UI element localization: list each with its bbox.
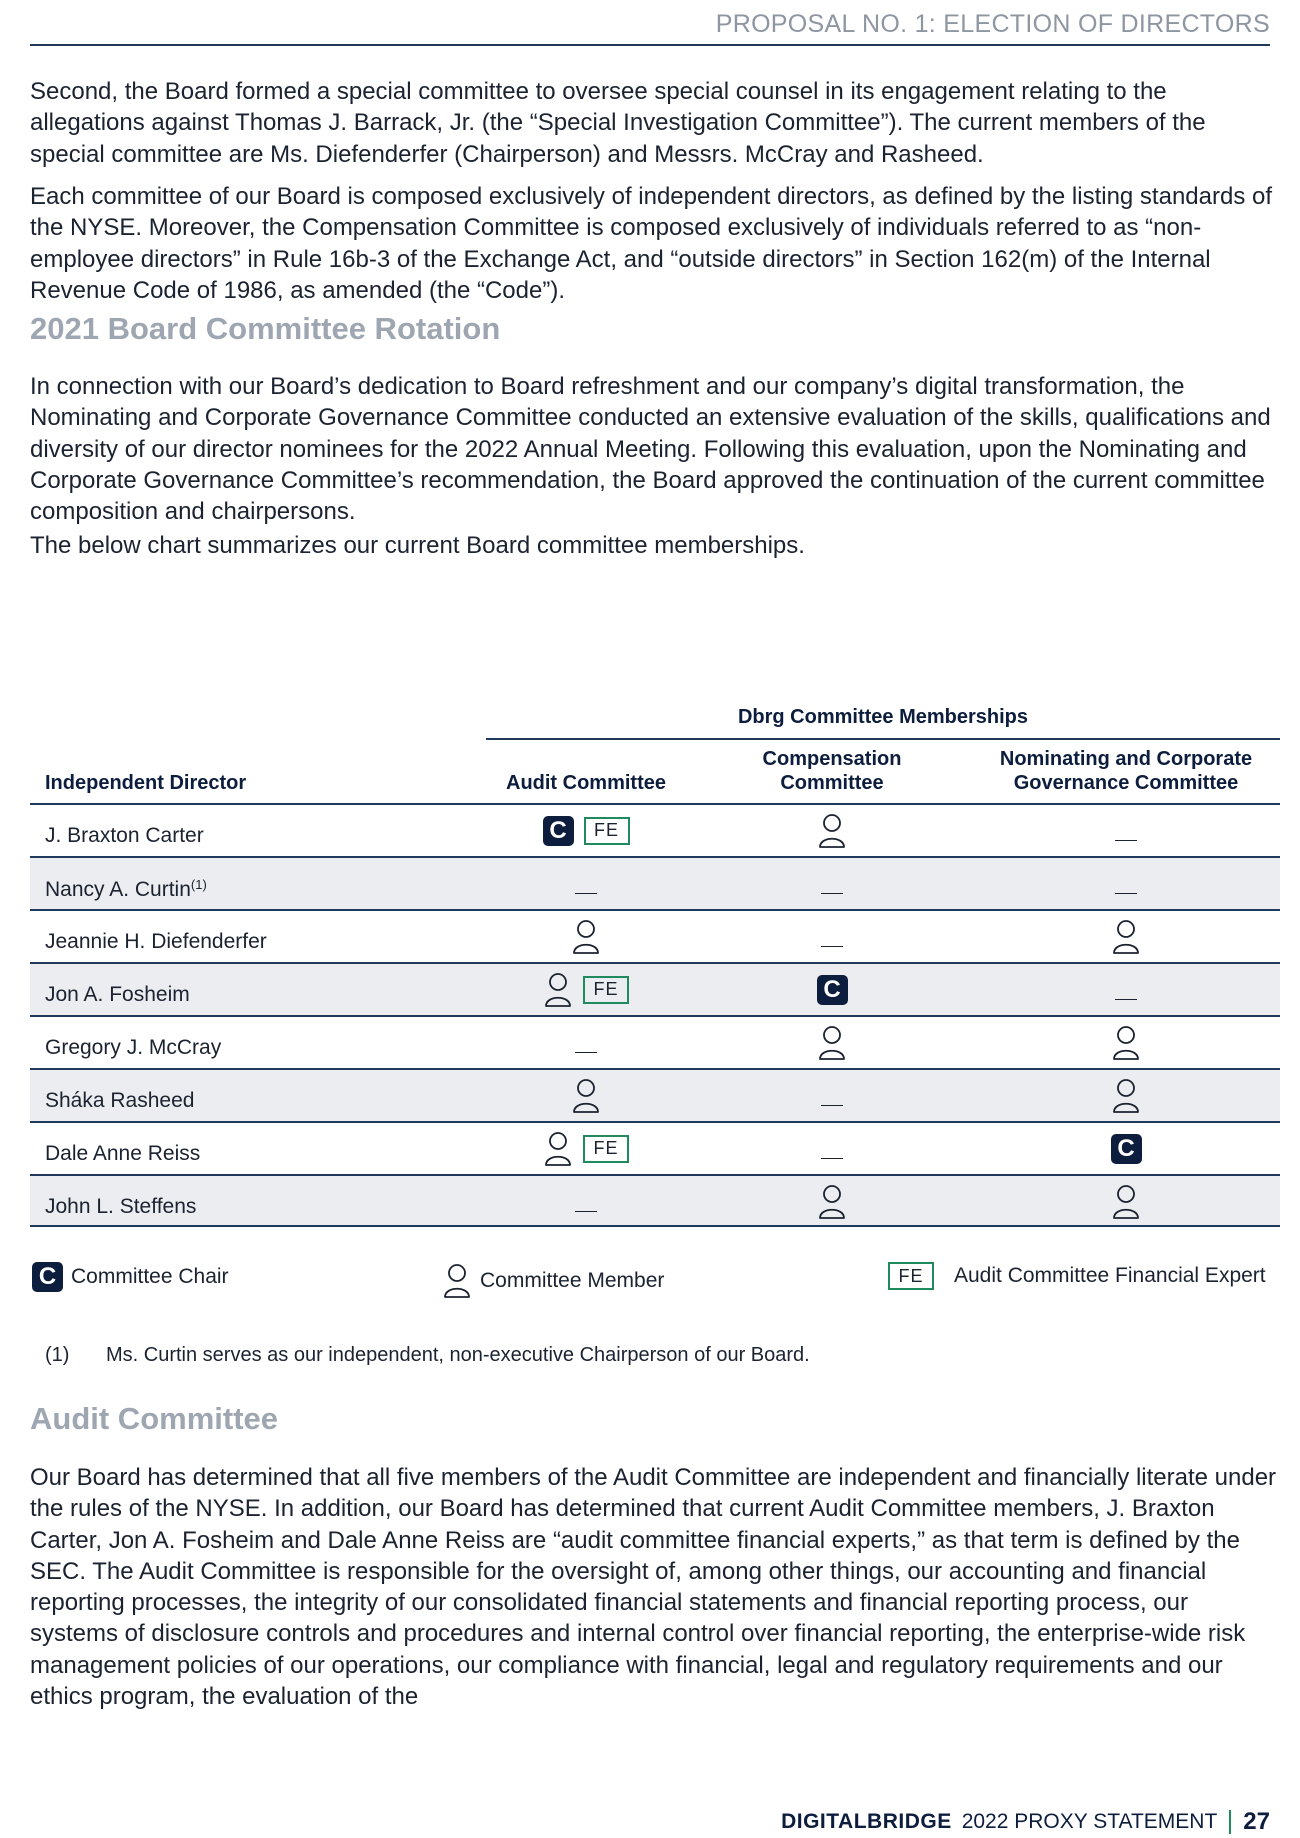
dash-icon <box>575 1052 597 1053</box>
cell-audit <box>474 1123 698 1174</box>
cell-nom <box>986 964 1266 1015</box>
dash-icon <box>575 1211 597 1212</box>
director-name: Nancy A. Curtin$^{(1)}$ <box>45 877 207 901</box>
person-icon <box>442 1262 472 1300</box>
director-name: Gregory J. McCray <box>45 1036 222 1059</box>
cell-nom <box>986 805 1266 856</box>
legend-chair <box>32 1262 229 1292</box>
footer-doc-title: 2022 PROXY STATEMENT <box>961 1810 1218 1833</box>
running-header: PROPOSAL NO. 1: ELECTION OF DIRECTORS <box>715 10 1270 38</box>
committee-table <box>30 803 1280 1227</box>
col-header-nominating-line2: Governance Committee <box>1013 772 1239 794</box>
director-name: Jon A. Fosheim <box>45 983 190 1006</box>
footnote-text: Ms. Curtin serves as our independent, non-executive Chairperson of our Board. <box>106 1344 810 1366</box>
dash-icon <box>575 893 597 894</box>
table-row <box>30 1121 1280 1174</box>
col-header-compensation-line1: Compensation <box>762 748 902 770</box>
chair-badge-icon: C <box>32 1262 63 1292</box>
footer-brand: DIGITALBRIDGE <box>781 1810 952 1833</box>
dash-icon <box>821 1105 843 1106</box>
cell-audit <box>474 858 698 909</box>
cell-nom <box>986 1176 1266 1227</box>
person-icon <box>543 971 573 1009</box>
director-name: John L. Steffens <box>45 1195 197 1218</box>
paragraph-independence: Each committee of our Board is composed exclusively of independent directors, as defined by the listing standards of the NYSE. Moreover, the Compensation Committee is composed exclusively of individuals referred to as “non-employee directors” in Rule 16b-3 of the Exchange Act, and “outside directors” in Section 162(m) of the Internal Revenue Code of 1986, as amended (the “Code”). <box>30 183 1273 304</box>
paragraph-special-committee: Second, the Board formed a special committee to oversee special counsel in its engagement relating to the allegations against Thomas J. Barrack, Jr. (the “Special Investigation Committee”). The current members of the special committee are Ms. Diefenderfer (Chairperson) and Messrs. McCray and Rasheed. <box>30 78 1206 168</box>
dash-icon <box>821 893 843 894</box>
legend-financial-expert <box>888 1262 1266 1290</box>
cell-audit <box>474 964 698 1015</box>
table-group-rule <box>486 738 1280 740</box>
heading-audit-committee: Audit Committee <box>30 1401 278 1436</box>
legend-member <box>442 1262 664 1300</box>
cell-nom <box>986 1070 1266 1121</box>
cell-audit <box>474 911 698 962</box>
director-name: Jeannie H. Diefenderfer <box>45 930 267 953</box>
fe-badge-icon: FE <box>583 1135 629 1163</box>
col-header-director: Independent Director <box>45 772 247 794</box>
cell-nom <box>986 1123 1266 1174</box>
cell-audit <box>474 1176 698 1227</box>
fe-badge-icon: FE <box>888 1262 934 1290</box>
col-header-compensation-line2: Committee <box>780 772 884 794</box>
cell-comp <box>710 911 954 962</box>
legend-member-label: Committee Member <box>480 1269 665 1292</box>
person-icon <box>571 1077 601 1115</box>
cell-comp <box>710 1123 954 1174</box>
cell-audit <box>474 1070 698 1121</box>
cell-comp <box>710 1017 954 1068</box>
col-header-nominating-line1: Nominating and Corporate <box>999 748 1253 770</box>
footer-separator <box>1229 1810 1231 1834</box>
paragraph-chart-intro: The below chart summarizes our current Board committee memberships. <box>30 532 805 559</box>
dash-icon <box>1115 999 1137 1000</box>
table-row <box>30 1174 1280 1227</box>
cell-comp <box>710 805 954 856</box>
cell-nom <box>986 858 1266 909</box>
legend-chair-label: Committee Chair <box>71 1265 229 1288</box>
page-number: 27 <box>1243 1808 1270 1835</box>
paragraph-rotation: In connection with our Board’s dedication to Board refreshment and our company’s digital transformation, the Nominating and Corporate Governance Committee conducted an extensive evaluation of the skills, qualifications and diversity of our director nominees for the 2022 Annual Meeting. Following this evaluation, upon the Nominating and Corporate Governance Committee’s recommendation, the Board approved the continuation of the current committee composition and chairpersons. <box>30 373 1271 526</box>
table-row <box>30 1068 1280 1121</box>
col-header-compensation <box>710 747 954 795</box>
dash-icon <box>1115 840 1137 841</box>
header-rule <box>30 44 1270 46</box>
col-header-audit: Audit Committee <box>506 772 666 794</box>
cell-comp <box>710 1070 954 1121</box>
director-name: Sháka Rasheed <box>45 1089 195 1112</box>
cell-comp <box>710 1176 954 1227</box>
footnote-marker: (1) <box>45 1344 70 1366</box>
legend-fe-label: Audit Committee Financial Expert <box>954 1264 1266 1287</box>
page-footer <box>781 1808 1270 1836</box>
chair-badge-icon: C <box>1111 1134 1142 1164</box>
cell-audit <box>474 1017 698 1068</box>
chair-badge-icon: C <box>543 816 574 846</box>
fe-badge-icon: FE <box>583 976 629 1004</box>
person-icon <box>1111 1024 1141 1062</box>
table-row <box>30 1015 1280 1068</box>
dash-icon <box>821 1158 843 1159</box>
footnote-ref: (1) <box>190 877 207 892</box>
person-icon <box>1111 918 1141 956</box>
paragraph-audit-committee: Our Board has determined that all five members of the Audit Committee are independent and financially literate under the rules of the NYSE. In addition, our Board has determined that current Audit Committee members, J. Braxton Carter, Jon A. Fosheim and Dale Anne Reiss are “audit committee financial experts,” as that term is defined by the SEC. The Audit Committee is responsible for the oversight of, among other things, our accounting and financial reporting processes, the integrity of our consolidated financial statements and financial reporting process, our systems of disclosure controls and procedures and internal control over financial reporting, the enterprise-wide risk management policies of our operations, our compliance with financial, legal and regulatory requirements and our ethics program, the evaluation of the <box>30 1464 1277 1711</box>
table-row <box>30 856 1280 909</box>
chair-badge-icon: C <box>817 975 848 1005</box>
cell-nom <box>986 911 1266 962</box>
heading-committee-rotation: 2021 Board Committee Rotation <box>30 311 501 346</box>
person-icon <box>817 1183 847 1221</box>
person-icon <box>543 1130 573 1168</box>
person-icon <box>1111 1183 1141 1221</box>
director-name: J. Braxton Carter <box>45 824 204 847</box>
director-name: Dale Anne Reiss <box>45 1142 201 1165</box>
table-group-title: Dbrg Committee Memberships <box>737 706 1029 728</box>
cell-nom <box>986 1017 1266 1068</box>
table-row <box>30 909 1280 962</box>
table-row <box>30 803 1280 856</box>
table-row <box>30 962 1280 1015</box>
person-icon <box>1111 1077 1141 1115</box>
col-header-nominating <box>986 747 1266 795</box>
dash-icon <box>1115 893 1137 894</box>
person-icon <box>817 1024 847 1062</box>
cell-audit <box>474 805 698 856</box>
dash-icon <box>821 946 843 947</box>
fe-badge-icon: FE <box>584 817 630 845</box>
cell-comp <box>710 964 954 1015</box>
cell-comp <box>710 858 954 909</box>
person-icon <box>571 918 601 956</box>
person-icon <box>817 812 847 850</box>
